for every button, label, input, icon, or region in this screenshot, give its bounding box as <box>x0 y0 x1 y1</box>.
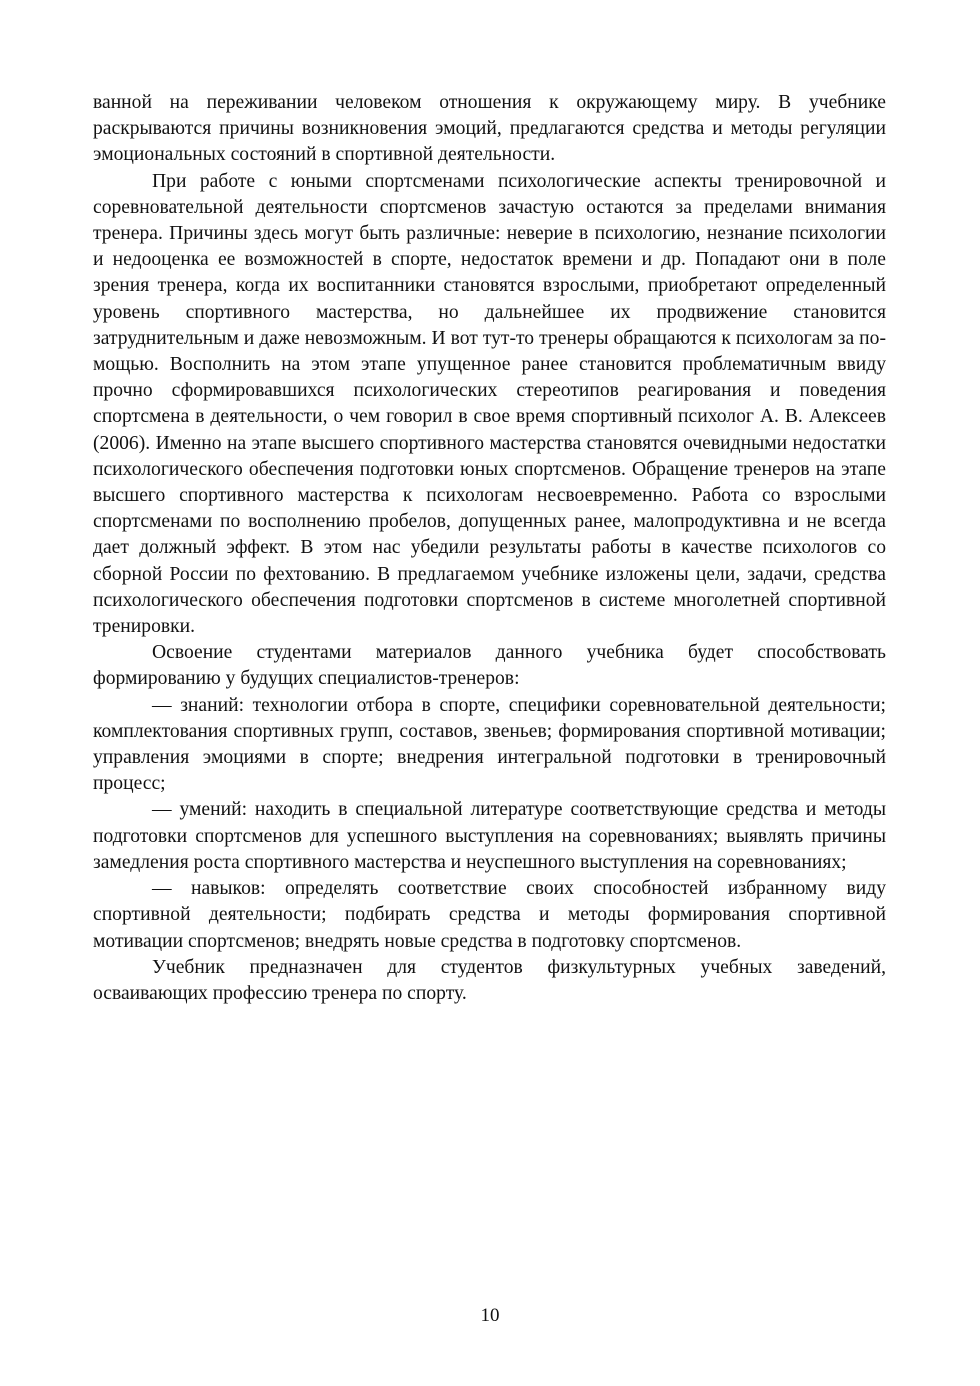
paragraph-continuation: ванной на переживании человеком отношения к окружающему миру. В учебнике раскрываются причины возникновения эмоций, предлагаются средства и методы регуляции эмоциональных состояний в спортивной деятельности. <box>93 92 886 166</box>
list-item-abilities: — навыков: определять соответствие своих способностей избранному виду спортивной деятельности; подбирать средства и методы формирования спортивной мотивации спортсменов; внедрять новые средства в подготовку спортсменов. <box>93 878 886 952</box>
paragraph-young-athletes: При работе с юными спортсменами психологические аспекты тренировочной и соревновательной деятельности спортсменов зачастую остаются за пределами внимания тренера. Причины здесь могут быть различные: неверие в психологию, незнание психологии и недооценка ее возможностей в спорте, недостаток времени и др. Попадают они в поле зрения тренера, когда их воспитанники становятся взрослыми, приобретают определенный уровень спортивного мастерства, но дальнейшее их продвижение становится затруднительным и даже невозможным. И вот тут-то тренеры обращаются к психологам за помощью. Восполнить на этом этапе упущенное ранее становится проблематичным ввиду прочно сформировавшихся психологических стереотипов реагирования и поведения спортсмена в деятельности, о чем говорил в свое время спортивный психолог А. В. Алексеев (2006). Именно на этапе высшего спортивного мастерства становятся очевидными недостатки психологического обеспечения подготовки юных спортсменов. Обращение тренеров на этапе высшего спортивного мастерства к психологам несвоевременно. Работа со взрослыми спортсменами по восполнению пробелов, допущенных ранее, малопродуктивна и не всегда дает должный эффект. В этом нас убедили результаты работы в качестве психологов со сборной России по фехтованию. В предлагаемом учебнике изложены цели, задачи, средства психологического обеспечения подготовки спортсменов в системе многолетней спортивной тренировки. <box>93 170 886 638</box>
paragraph-learning-outcomes: Освоение студентами материалов данного учебника будет способствовать формированию у будущих специалистов-тренеров: <box>93 642 886 690</box>
page-number: 10 <box>480 1305 500 1326</box>
list-item-skills: — умений: находить в специальной литературе соответствующие средства и методы подготовки спортсменов для успешного выступления на соревнованиях; выявлять причины замедления роста спортивного мастерства и неуспешного выступления на соревнованиях; <box>93 799 886 873</box>
list-item-knowledge: — знаний: технологии отбора в спорте, специфики соревновательной деятельности; комплектования спортивных групп, составов, звеньев; формирования спортивной мотивации; управления эмоциями в спорте; внедрения интегральной подготовки в тренировочный процесс; <box>93 694 886 795</box>
paragraph-audience: Учебник предназначен для студентов физкультурных учебных заведений, осваивающих профессию тренера по спорту. <box>93 956 886 1004</box>
page-body <box>93 90 886 1007</box>
